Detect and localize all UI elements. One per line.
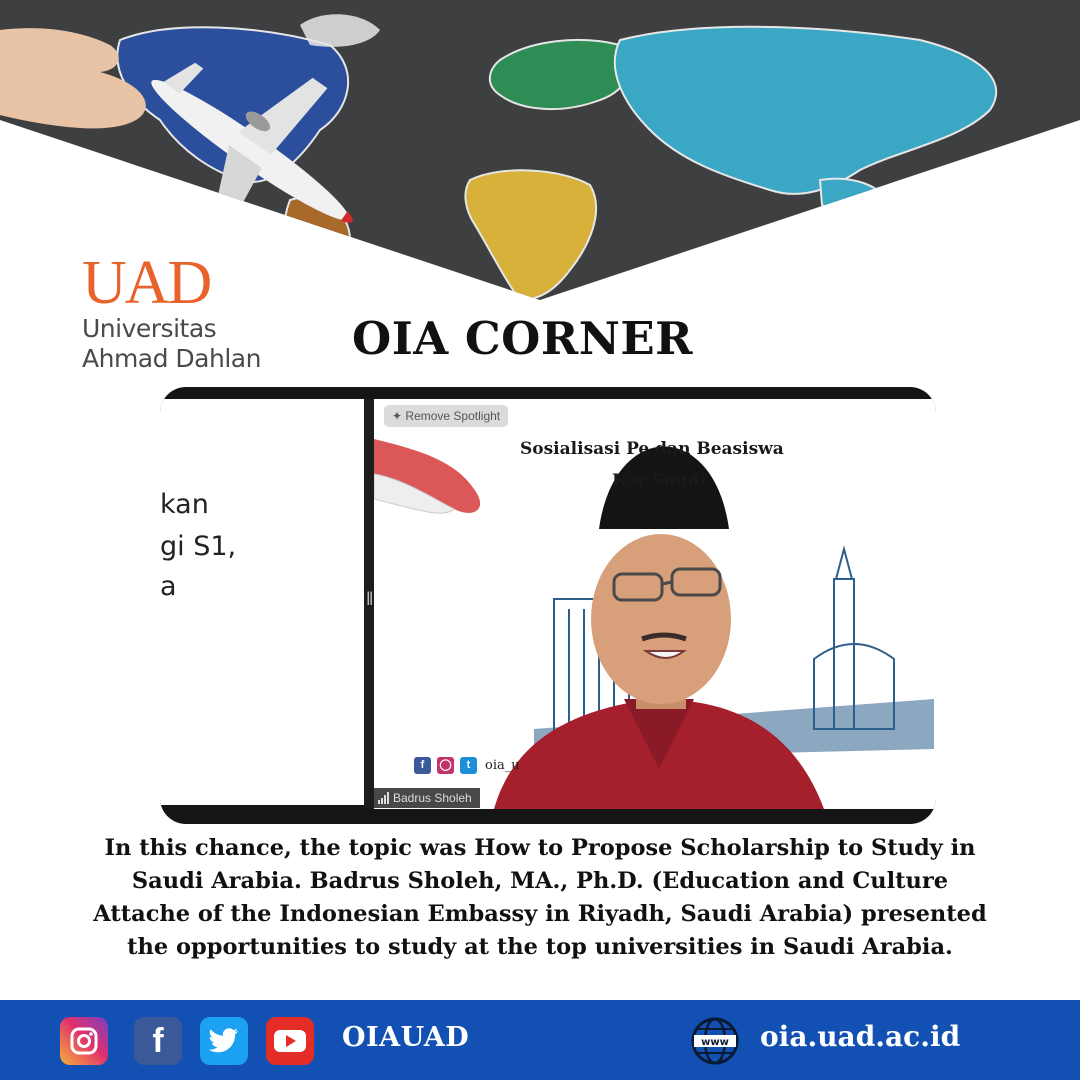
remove-spotlight-label: Remove Spotlight [405,409,501,423]
page-title: OIA CORNER [352,312,694,365]
instagram-icon[interactable] [60,1017,108,1065]
footer-bar [0,1000,1080,1080]
twitter-icon: t [460,757,477,774]
caption-line: Attache of the Indonesian Embassy in Riyadh, Saudi Arabia) presented [93,901,987,927]
facebook-icon: f [414,757,431,774]
speaker-video [374,399,936,809]
globe-icon [690,1016,740,1066]
slide-fragment: gi S1, [160,531,237,562]
pin-icon: ✦ [392,409,403,423]
caption-text [40,832,1040,964]
social-handle[interactable]: OIAUAD [342,1022,470,1053]
signal-bars-icon [378,792,389,804]
slide-social-strip [414,757,520,774]
slide-fragment: kan [160,489,209,520]
instagram-icon: ◯ [437,757,454,774]
video-call-screenshot [160,387,936,824]
uad-logo [82,249,322,374]
logo-mark: UAD [82,249,211,317]
drag-handle-icon[interactable]: ‖ [366,589,374,609]
slide-title-line1: Sosialisasi Pe dan Beasiswa [520,439,784,459]
facebook-icon[interactable]: f [134,1017,182,1065]
logo-name-line1: Universitas [82,314,217,343]
remove-spotlight-button[interactable] [384,405,508,427]
participant-name: Badrus Sholeh [393,791,472,805]
participant-nameplate [374,788,480,808]
slide-social-handle: oia_u [485,758,520,773]
website-link[interactable]: oia.uad.ac.id [760,1020,961,1053]
logo-name-line2: Ahmad Dahlan [82,344,261,373]
shared-slide-panel [160,399,364,805]
slide-title-line2: Ker Saudi [612,471,707,491]
caption-line: the opportunities to study at the top universities in Saudi Arabia. [127,934,953,960]
slide-fragment: a [160,571,177,602]
caption-line: Saudi Arabia. Badrus Sholeh, MA., Ph.D. (Education and Culture [131,868,949,894]
globe-label: www [701,1037,729,1048]
caption-line: In this chance, the topic was How to Propose Scholarship to Study in [104,835,976,861]
youtube-icon[interactable] [266,1017,314,1065]
twitter-icon[interactable] [200,1017,248,1065]
